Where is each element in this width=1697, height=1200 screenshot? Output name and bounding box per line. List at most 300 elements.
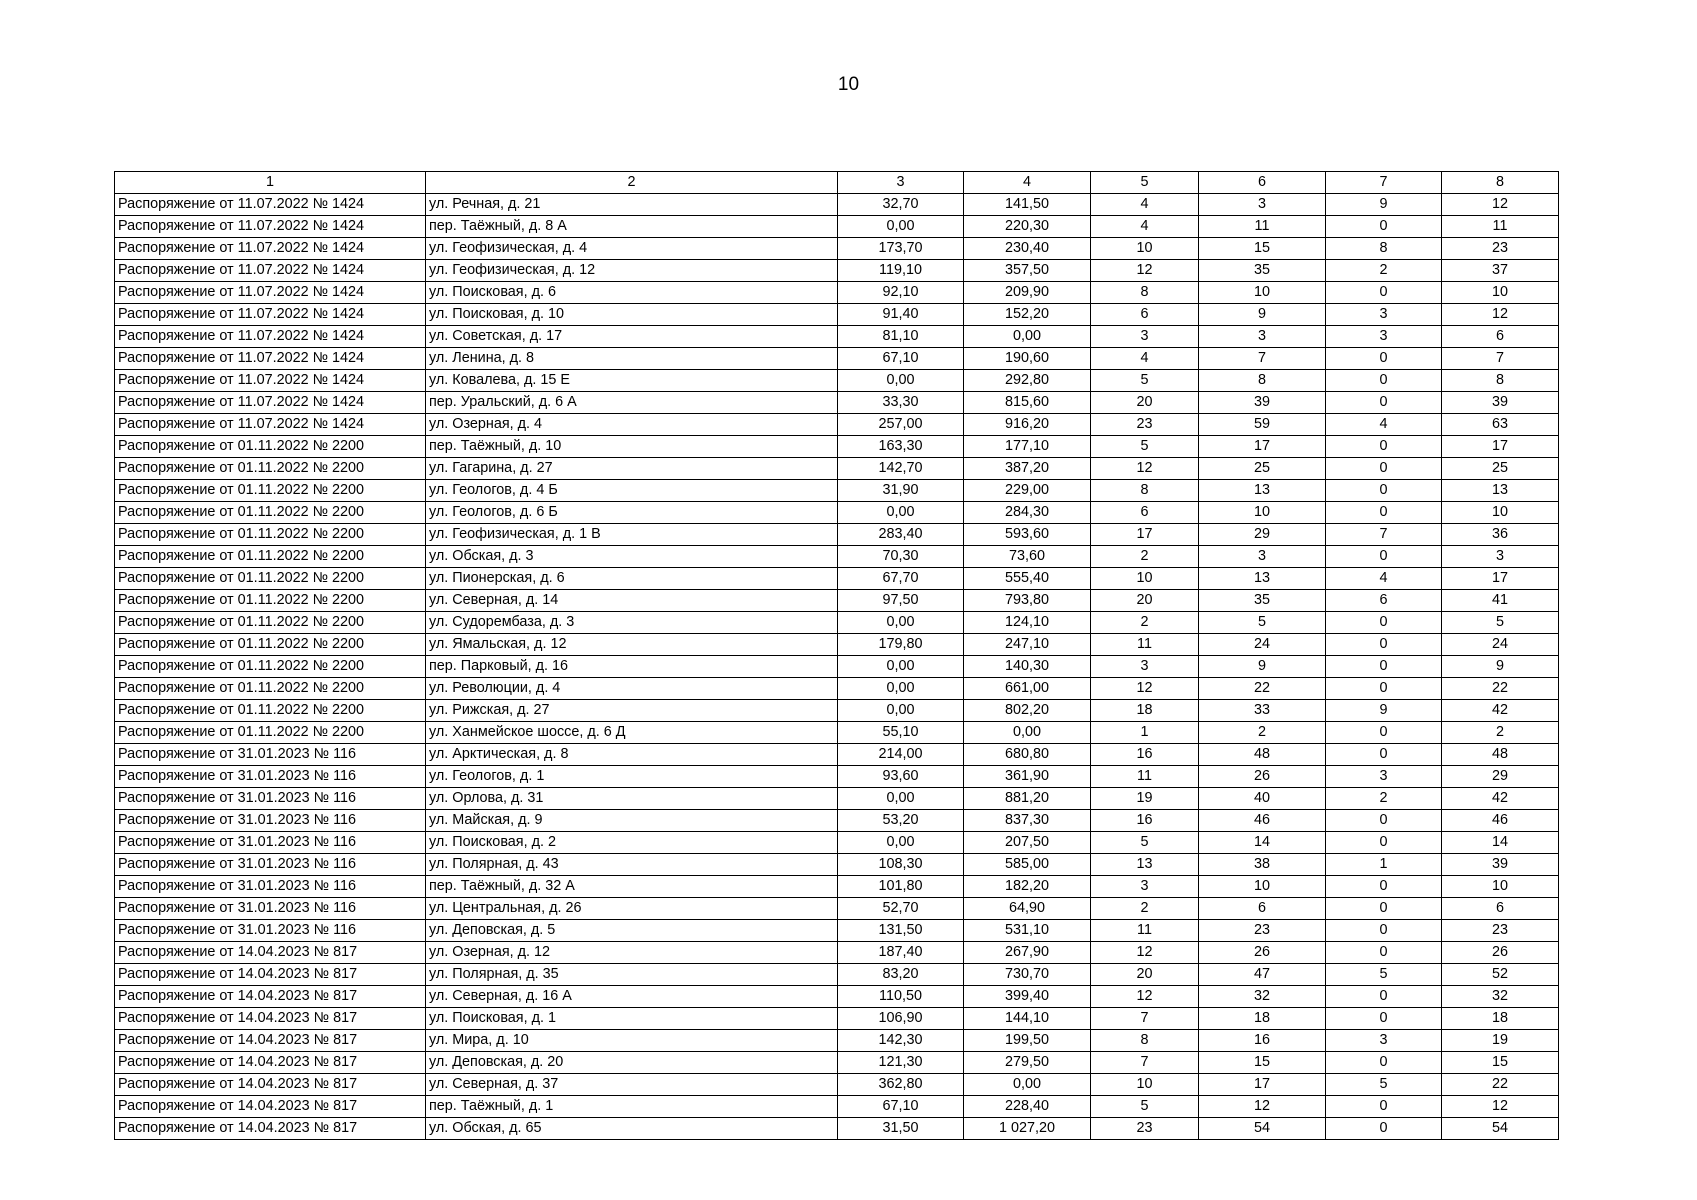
value-cell: 292,80 [964,370,1091,392]
count-cell: 4 [1091,348,1199,370]
value-cell: 247,10 [964,634,1091,656]
table-row [115,1052,1559,1074]
column-header: 6 [1199,172,1326,194]
count-cell: 3 [1326,766,1442,788]
table-row [115,590,1559,612]
value-cell: 173,70 [838,238,964,260]
value-cell: 83,20 [838,964,964,986]
document-cell: Распоряжение от 11.07.2022 № 1424 [115,282,426,304]
count-cell: 0 [1326,480,1442,502]
count-cell: 11 [1091,634,1199,656]
count-cell: 12 [1199,1096,1326,1118]
value-cell: 67,70 [838,568,964,590]
address-cell: ул. Геофизическая, д. 1 В [426,524,838,546]
value-cell: 179,80 [838,634,964,656]
count-cell: 2 [1326,260,1442,282]
count-cell: 0 [1326,942,1442,964]
table-row [115,1118,1559,1140]
count-cell: 26 [1199,766,1326,788]
count-cell: 2 [1199,722,1326,744]
count-cell: 40 [1199,788,1326,810]
value-cell: 357,50 [964,260,1091,282]
address-cell: ул. Советская, д. 17 [426,326,838,348]
count-cell: 0 [1326,458,1442,480]
count-cell: 17 [1199,436,1326,458]
value-cell: 187,40 [838,942,964,964]
value-cell: 124,10 [964,612,1091,634]
value-cell: 0,00 [838,656,964,678]
address-cell: пер. Таёжный, д. 10 [426,436,838,458]
count-cell: 6 [1091,304,1199,326]
count-cell: 0 [1326,898,1442,920]
table-row [115,436,1559,458]
document-cell: Распоряжение от 31.01.2023 № 116 [115,744,426,766]
document-cell: Распоряжение от 01.11.2022 № 2200 [115,590,426,612]
count-cell: 8 [1091,1030,1199,1052]
count-cell: 22 [1199,678,1326,700]
address-cell: ул. Геофизическая, д. 12 [426,260,838,282]
document-cell: Распоряжение от 31.01.2023 № 116 [115,810,426,832]
value-cell: 531,10 [964,920,1091,942]
column-header: 5 [1091,172,1199,194]
document-cell: Распоряжение от 11.07.2022 № 1424 [115,392,426,414]
table-row [115,1008,1559,1030]
value-cell: 55,10 [838,722,964,744]
count-cell: 5 [1091,832,1199,854]
table-row [115,920,1559,942]
value-cell: 163,30 [838,436,964,458]
value-cell: 101,80 [838,876,964,898]
document-cell: Распоряжение от 14.04.2023 № 817 [115,964,426,986]
address-cell: ул. Северная, д. 16 А [426,986,838,1008]
table-row [115,700,1559,722]
address-cell: ул. Деповская, д. 20 [426,1052,838,1074]
document-cell: Распоряжение от 31.01.2023 № 116 [115,788,426,810]
column-header: 2 [426,172,838,194]
table-row [115,744,1559,766]
address-cell: ул. Поисковая, д. 10 [426,304,838,326]
value-cell: 52,70 [838,898,964,920]
count-cell: 0 [1326,810,1442,832]
address-cell: ул. Ковалева, д. 15 Е [426,370,838,392]
value-cell: 93,60 [838,766,964,788]
value-cell: 91,40 [838,304,964,326]
value-cell: 97,50 [838,590,964,612]
count-cell: 32 [1199,986,1326,1008]
count-cell: 35 [1199,590,1326,612]
count-cell: 0 [1326,634,1442,656]
count-cell: 11 [1091,920,1199,942]
document-cell: Распоряжение от 31.01.2023 № 116 [115,920,426,942]
table-row [115,524,1559,546]
count-cell: 3 [1326,304,1442,326]
table-row [115,1074,1559,1096]
count-cell: 39 [1199,392,1326,414]
total-cell: 23 [1442,920,1559,942]
count-cell: 9 [1199,656,1326,678]
address-cell: ул. Пионерская, д. 6 [426,568,838,590]
table-row [115,348,1559,370]
count-cell: 12 [1091,260,1199,282]
address-cell: ул. Ленина, д. 8 [426,348,838,370]
count-cell: 3 [1326,326,1442,348]
total-cell: 12 [1442,304,1559,326]
table-row [115,546,1559,568]
value-cell: 0,00 [964,1074,1091,1096]
count-cell: 15 [1199,238,1326,260]
count-cell: 12 [1091,942,1199,964]
total-cell: 26 [1442,942,1559,964]
document-cell: Распоряжение от 01.11.2022 № 2200 [115,722,426,744]
value-cell: 220,30 [964,216,1091,238]
document-cell: Распоряжение от 11.07.2022 № 1424 [115,238,426,260]
document-cell: Распоряжение от 31.01.2023 № 116 [115,832,426,854]
value-cell: 31,50 [838,1118,964,1140]
table-row [115,876,1559,898]
count-cell: 0 [1326,1052,1442,1074]
count-cell: 48 [1199,744,1326,766]
document-cell: Распоряжение от 14.04.2023 № 817 [115,1030,426,1052]
count-cell: 13 [1199,480,1326,502]
table-body [115,172,1559,1140]
total-cell: 54 [1442,1118,1559,1140]
value-cell: 142,70 [838,458,964,480]
table-row [115,656,1559,678]
value-cell: 140,30 [964,656,1091,678]
address-cell: ул. Центральная, д. 26 [426,898,838,920]
count-cell: 3 [1199,326,1326,348]
total-cell: 2 [1442,722,1559,744]
address-cell: ул. Поисковая, д. 1 [426,1008,838,1030]
count-cell: 5 [1326,1074,1442,1096]
count-cell: 0 [1326,744,1442,766]
count-cell: 4 [1091,216,1199,238]
count-cell: 5 [1091,370,1199,392]
count-cell: 20 [1091,590,1199,612]
address-cell: ул. Озерная, д. 4 [426,414,838,436]
count-cell: 15 [1199,1052,1326,1074]
value-cell: 209,90 [964,282,1091,304]
total-cell: 52 [1442,964,1559,986]
total-cell: 29 [1442,766,1559,788]
table-row [115,480,1559,502]
count-cell: 1 [1091,722,1199,744]
address-cell: ул. Судорембаза, д. 3 [426,612,838,634]
value-cell: 0,00 [838,370,964,392]
value-cell: 0,00 [838,832,964,854]
count-cell: 8 [1091,480,1199,502]
value-cell: 815,60 [964,392,1091,414]
total-cell: 42 [1442,788,1559,810]
total-cell: 12 [1442,1096,1559,1118]
total-cell: 46 [1442,810,1559,832]
document-cell: Распоряжение от 01.11.2022 № 2200 [115,700,426,722]
count-cell: 0 [1326,1008,1442,1030]
count-cell: 8 [1326,238,1442,260]
count-cell: 0 [1326,370,1442,392]
value-cell: 230,40 [964,238,1091,260]
table-row [115,414,1559,436]
total-cell: 15 [1442,1052,1559,1074]
value-cell: 802,20 [964,700,1091,722]
count-cell: 7 [1091,1052,1199,1074]
count-cell: 19 [1091,788,1199,810]
count-cell: 13 [1199,568,1326,590]
value-cell: 730,70 [964,964,1091,986]
count-cell: 0 [1326,722,1442,744]
value-cell: 152,20 [964,304,1091,326]
count-cell: 13 [1091,854,1199,876]
value-cell: 106,90 [838,1008,964,1030]
address-cell: ул. Геофизическая, д. 4 [426,238,838,260]
value-cell: 229,00 [964,480,1091,502]
address-cell: ул. Геологов, д. 6 Б [426,502,838,524]
value-cell: 593,60 [964,524,1091,546]
table-row [115,612,1559,634]
address-cell: пер. Таёжный, д. 1 [426,1096,838,1118]
count-cell: 8 [1199,370,1326,392]
total-cell: 17 [1442,436,1559,458]
total-cell: 6 [1442,898,1559,920]
value-cell: 67,10 [838,348,964,370]
count-cell: 24 [1199,634,1326,656]
count-cell: 4 [1326,414,1442,436]
address-cell: пер. Парковый, д. 16 [426,656,838,678]
document-cell: Распоряжение от 01.11.2022 № 2200 [115,678,426,700]
value-cell: 279,50 [964,1052,1091,1074]
table-row [115,1030,1559,1052]
column-header: 3 [838,172,964,194]
address-cell: ул. Майская, д. 9 [426,810,838,832]
count-cell: 0 [1326,1096,1442,1118]
count-cell: 0 [1326,678,1442,700]
value-cell: 144,10 [964,1008,1091,1030]
address-cell: ул. Полярная, д. 35 [426,964,838,986]
total-cell: 39 [1442,854,1559,876]
count-cell: 3 [1091,326,1199,348]
value-cell: 267,90 [964,942,1091,964]
count-cell: 11 [1091,766,1199,788]
document-cell: Распоряжение от 11.07.2022 № 1424 [115,326,426,348]
count-cell: 23 [1091,1118,1199,1140]
value-cell: 142,30 [838,1030,964,1052]
table-row [115,854,1559,876]
document-cell: Распоряжение от 14.04.2023 № 817 [115,1118,426,1140]
count-cell: 0 [1326,656,1442,678]
document-cell: Распоряжение от 31.01.2023 № 116 [115,766,426,788]
value-cell: 0,00 [838,216,964,238]
value-cell: 207,50 [964,832,1091,854]
count-cell: 0 [1326,348,1442,370]
total-cell: 48 [1442,744,1559,766]
total-cell: 10 [1442,502,1559,524]
count-cell: 47 [1199,964,1326,986]
table-row [115,1096,1559,1118]
value-cell: 284,30 [964,502,1091,524]
count-cell: 0 [1326,986,1442,1008]
count-cell: 0 [1326,216,1442,238]
address-cell: ул. Полярная, д. 43 [426,854,838,876]
table-row [115,260,1559,282]
document-cell: Распоряжение от 11.07.2022 № 1424 [115,260,426,282]
count-cell: 0 [1326,832,1442,854]
count-cell: 5 [1326,964,1442,986]
count-cell: 10 [1091,1074,1199,1096]
column-header: 1 [115,172,426,194]
address-cell: ул. Поисковая, д. 2 [426,832,838,854]
table-row [115,678,1559,700]
count-cell: 12 [1091,458,1199,480]
value-cell: 837,30 [964,810,1091,832]
address-cell: пер. Уральский, д. 6 А [426,392,838,414]
document-cell: Распоряжение от 31.01.2023 № 116 [115,876,426,898]
table-row [115,238,1559,260]
address-cell: ул. Обская, д. 65 [426,1118,838,1140]
count-cell: 7 [1326,524,1442,546]
count-cell: 54 [1199,1118,1326,1140]
value-cell: 257,00 [838,414,964,436]
document-cell: Распоряжение от 31.01.2023 № 116 [115,898,426,920]
document-cell: Распоряжение от 01.11.2022 № 2200 [115,656,426,678]
count-cell: 18 [1199,1008,1326,1030]
count-cell: 2 [1091,898,1199,920]
count-cell: 12 [1091,678,1199,700]
value-cell: 881,20 [964,788,1091,810]
value-cell: 53,20 [838,810,964,832]
total-cell: 10 [1442,282,1559,304]
value-cell: 64,90 [964,898,1091,920]
address-cell: ул. Речная, д. 21 [426,194,838,216]
count-cell: 2 [1091,546,1199,568]
table-row [115,810,1559,832]
address-cell: ул. Революции, д. 4 [426,678,838,700]
count-cell: 2 [1091,612,1199,634]
document-cell: Распоряжение от 01.11.2022 № 2200 [115,436,426,458]
value-cell: 1 027,20 [964,1118,1091,1140]
value-cell: 0,00 [964,326,1091,348]
table-row [115,832,1559,854]
table-row [115,370,1559,392]
count-cell: 0 [1326,920,1442,942]
total-cell: 23 [1442,238,1559,260]
value-cell: 131,50 [838,920,964,942]
value-cell: 182,20 [964,876,1091,898]
count-cell: 6 [1326,590,1442,612]
count-cell: 20 [1091,964,1199,986]
value-cell: 33,30 [838,392,964,414]
document-cell: Распоряжение от 01.11.2022 № 2200 [115,634,426,656]
value-cell: 177,10 [964,436,1091,458]
count-cell: 1 [1326,854,1442,876]
address-cell: ул. Ямальская, д. 12 [426,634,838,656]
count-cell: 0 [1326,546,1442,568]
count-cell: 3 [1091,876,1199,898]
count-cell: 0 [1326,612,1442,634]
table-row [115,964,1559,986]
table-row [115,304,1559,326]
address-cell: ул. Деповская, д. 5 [426,920,838,942]
count-cell: 0 [1326,1118,1442,1140]
table-row [115,326,1559,348]
count-cell: 9 [1199,304,1326,326]
document-cell: Распоряжение от 14.04.2023 № 817 [115,986,426,1008]
value-cell: 73,60 [964,546,1091,568]
total-cell: 37 [1442,260,1559,282]
value-cell: 67,10 [838,1096,964,1118]
table-row [115,942,1559,964]
column-header: 8 [1442,172,1559,194]
count-cell: 38 [1199,854,1326,876]
count-cell: 0 [1326,436,1442,458]
value-cell: 141,50 [964,194,1091,216]
document-cell: Распоряжение от 11.07.2022 № 1424 [115,216,426,238]
document-cell: Распоряжение от 01.11.2022 № 2200 [115,612,426,634]
table-row [115,282,1559,304]
total-cell: 32 [1442,986,1559,1008]
document-cell: Распоряжение от 01.11.2022 № 2200 [115,502,426,524]
value-cell: 92,10 [838,282,964,304]
table-row [115,788,1559,810]
count-cell: 3 [1199,546,1326,568]
value-cell: 0,00 [838,678,964,700]
document-cell: Распоряжение от 11.07.2022 № 1424 [115,194,426,216]
count-cell: 5 [1199,612,1326,634]
address-cell: ул. Арктическая, д. 8 [426,744,838,766]
table-row [115,766,1559,788]
count-cell: 3 [1091,656,1199,678]
value-cell: 31,90 [838,480,964,502]
value-cell: 399,40 [964,986,1091,1008]
address-cell: ул. Орлова, д. 31 [426,788,838,810]
address-cell: ул. Геологов, д. 1 [426,766,838,788]
document-cell: Распоряжение от 11.07.2022 № 1424 [115,414,426,436]
address-cell: ул. Ханмейское шоссе, д. 6 Д [426,722,838,744]
total-cell: 5 [1442,612,1559,634]
document-cell: Распоряжение от 14.04.2023 № 817 [115,942,426,964]
count-cell: 5 [1091,436,1199,458]
page-number: 10 [837,74,860,95]
total-cell: 3 [1442,546,1559,568]
value-cell: 0,00 [964,722,1091,744]
total-cell: 11 [1442,216,1559,238]
total-cell: 22 [1442,678,1559,700]
count-cell: 59 [1199,414,1326,436]
total-cell: 12 [1442,194,1559,216]
count-cell: 10 [1199,502,1326,524]
value-cell: 283,40 [838,524,964,546]
total-cell: 24 [1442,634,1559,656]
value-cell: 228,40 [964,1096,1091,1118]
count-cell: 0 [1326,876,1442,898]
value-cell: 214,00 [838,744,964,766]
table-row [115,722,1559,744]
document-cell: Распоряжение от 14.04.2023 № 817 [115,1008,426,1030]
count-cell: 10 [1091,568,1199,590]
address-cell: ул. Северная, д. 14 [426,590,838,612]
count-cell: 46 [1199,810,1326,832]
count-cell: 0 [1326,392,1442,414]
count-cell: 4 [1091,194,1199,216]
document-cell: Распоряжение от 14.04.2023 № 817 [115,1074,426,1096]
document-cell: Распоряжение от 14.04.2023 № 817 [115,1096,426,1118]
value-cell: 0,00 [838,502,964,524]
total-cell: 42 [1442,700,1559,722]
value-cell: 0,00 [838,788,964,810]
value-cell: 119,10 [838,260,964,282]
document-cell: Распоряжение от 11.07.2022 № 1424 [115,304,426,326]
count-cell: 25 [1199,458,1326,480]
count-cell: 9 [1326,700,1442,722]
